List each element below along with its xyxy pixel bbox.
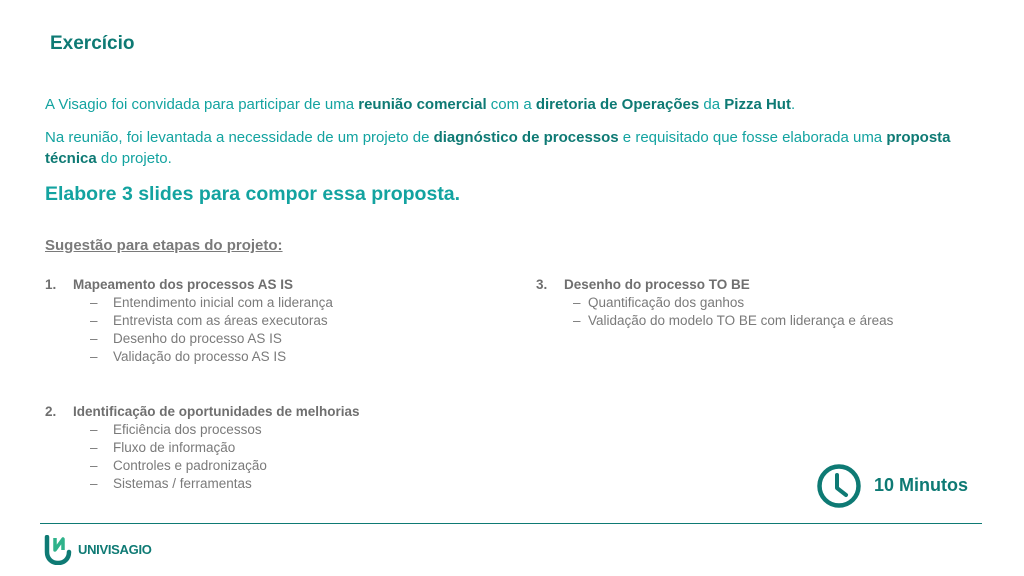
- brand-name: UNIVISAGIO: [78, 542, 152, 557]
- list-item: – Sistemas / ferramentas: [45, 475, 360, 493]
- list-item: – Eficiência dos processos: [45, 421, 360, 439]
- step-items: [536, 294, 893, 330]
- list-item: – Entrevista com as áreas executoras: [45, 312, 333, 330]
- highlight-proposta: proposta técnica: [45, 129, 951, 167]
- step-title: Desenho do processo TO BE: [564, 277, 750, 292]
- intro-paragraph-2: [45, 127, 985, 169]
- intro-text: A Visagio foi convidada para participar de uma: [45, 96, 359, 113]
- intro-text: Na reunião, foi levantada a necessidade de um projeto de: [45, 129, 434, 146]
- highlight-reuniao: reunião comercial: [358, 96, 487, 113]
- univisagio-logo-icon: [44, 535, 72, 565]
- footer-divider: [40, 523, 982, 524]
- timer-label: 10 Minutos: [874, 475, 969, 495]
- clock-icon: [816, 463, 862, 509]
- highlight-diagnostico: diagnóstico de processos: [433, 129, 619, 146]
- list-item: – Desenho do processo AS IS: [45, 330, 333, 348]
- intro-text: e requisitado que fosse elaborada uma: [618, 129, 887, 146]
- intro-text: .: [790, 96, 796, 113]
- step-2: [45, 403, 360, 493]
- step-1: [45, 276, 333, 366]
- highlight-diretoria: diretoria de Operações: [535, 96, 700, 113]
- step-number: 2.: [45, 404, 57, 419]
- list-item: – Quantificação dos ganhos: [536, 294, 893, 312]
- intro-text: do projeto.: [96, 150, 172, 167]
- list-item: – Fluxo de informação: [45, 439, 360, 457]
- suggestion-title: Sugestão para etapas do projeto:: [45, 237, 283, 254]
- intro-paragraph-1: [45, 94, 985, 115]
- step-header: [45, 276, 333, 294]
- step-header: [45, 403, 360, 421]
- task-heading: Elabore 3 slides para compor essa proposta.: [45, 183, 461, 205]
- step-title: Identificação de oportunidades de melhorias: [73, 404, 360, 419]
- list-item: – Validação do processo AS IS: [45, 348, 333, 366]
- intro-text: com a: [486, 96, 536, 113]
- list-item: – Entendimento inicial com a liderança: [45, 294, 333, 312]
- step-items: [45, 421, 360, 493]
- step-items: [45, 294, 333, 366]
- intro-text: da: [699, 96, 725, 113]
- step-header: [536, 276, 893, 294]
- slide-title: Exercício: [50, 33, 135, 54]
- list-item: – Validação do modelo TO BE com liderança e áreas: [536, 312, 893, 330]
- step-3: [536, 276, 893, 330]
- highlight-client: Pizza Hut: [724, 96, 791, 113]
- list-item: – Controles e padronização: [45, 457, 360, 475]
- step-number: 3.: [536, 277, 548, 292]
- step-number: 1.: [45, 277, 57, 292]
- step-title: Mapeamento dos processos AS IS: [73, 277, 294, 292]
